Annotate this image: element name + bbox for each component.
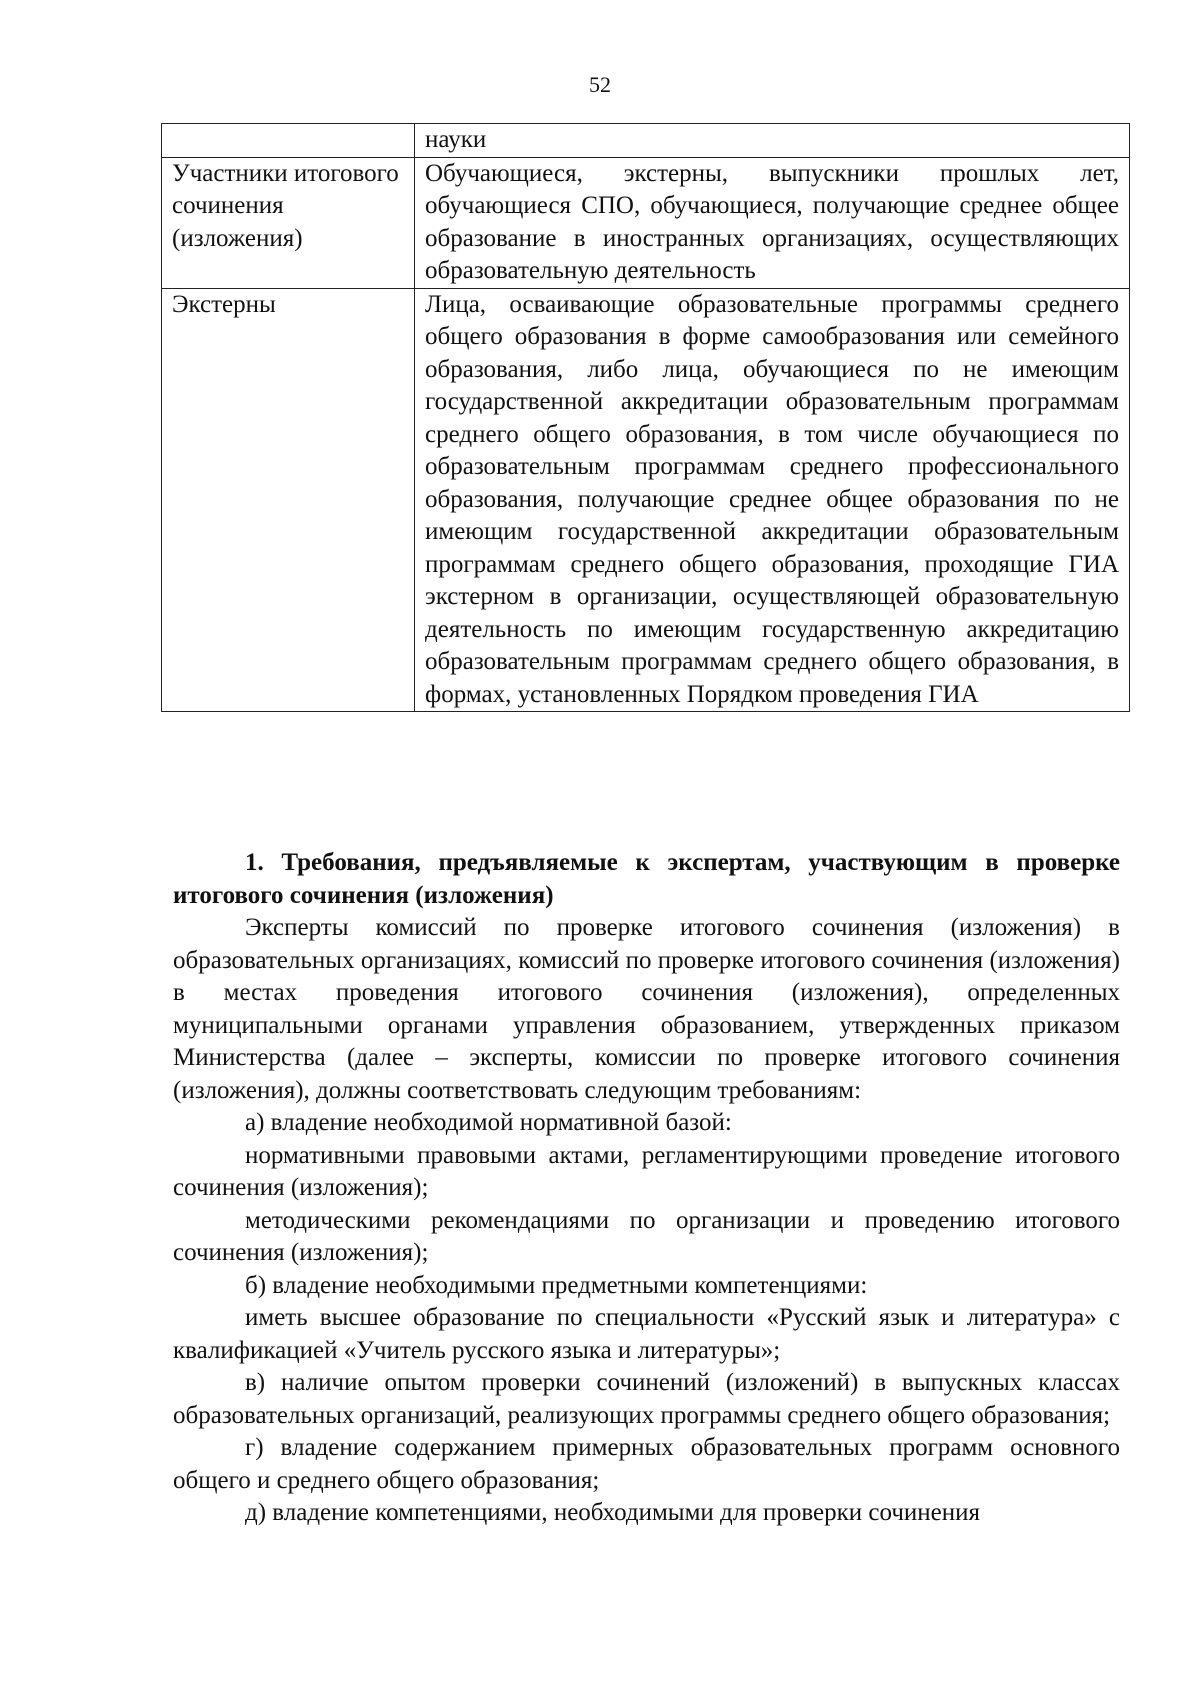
table-cell-term: Экстерны: [162, 288, 415, 712]
table-row: [162, 124, 1130, 158]
section-heading: 1. Требования, предъявляемые к экспертам, участвующим в проверке итогового сочинения (изложения): [173, 849, 1120, 909]
page-number: 52: [589, 72, 611, 97]
paragraph: иметь высшее образование по специальности «Русский язык и литература» с квалификацией «Учитель русского языка и литературы»;: [173, 1304, 1120, 1364]
section-body: [173, 847, 1120, 1530]
paragraph: Эксперты комиссий по проверке итогового сочинения (изложения) в образовательных организациях, комиссий по проверке итогового сочинения (изложения) в местах проведения итогового сочинения (изложения), определенных муниципальными органами управления образованием, утвержденных приказом Министерства (далее – эксперты, комиссии по проверке итогового сочинения (изложения), должны соответствовать следующим требованиям:: [173, 914, 1120, 1104]
paragraph: нормативными правовыми актами, регламентирующими проведение итогового сочинения (изложения);: [173, 1141, 1120, 1201]
table-cell-definition: Обучающиеся, экстерны, выпускники прошлых лет, обучающиеся СПО, обучающиеся, получающие среднее общее образование в иностранных организациях, осуществляющих образовательную деятельность: [415, 157, 1130, 288]
table-cell-term: Участники итогового сочинения (изложения): [162, 157, 415, 288]
table-cell-definition: науки: [415, 124, 1130, 158]
table-row: [162, 157, 1130, 288]
paragraph: методическими рекомендациями по организации и проведению итогового сочинения (изложения);: [173, 1206, 1120, 1266]
table-cell-definition: Лица, осваивающие образовательные программы среднего общего образования в форме самообразования или семейного образования, либо лица, обучающиеся по не имеющим государственной аккредитации образовательным программам среднего общего образования, в том числе обучающиеся по образовательным программам среднего профессионального образования, получающие среднее общее образования по не имеющим государственной аккредитации образовательным программам среднего общего образования, проходящие ГИА экстерном в организации, осуществляющей образовательную деятельность по имеющим государственную аккредитацию образовательным программам среднего общего образования, в формах, установленных Порядком проведения ГИА: [415, 288, 1130, 712]
table-cell-term: [162, 124, 415, 158]
paragraph: а) владение необходимой нормативной базой:: [245, 1109, 732, 1136]
paragraph: г) владение содержанием примерных образовательных программ основного общего и среднего общего образования;: [173, 1434, 1120, 1494]
definitions-table: [161, 123, 1130, 712]
paragraph: д) владение компетенциями, необходимыми для проверки сочинения: [245, 1499, 981, 1526]
paragraph: б) владение необходимыми предметными компетенциями:: [245, 1271, 868, 1299]
table-row: [162, 288, 1130, 712]
paragraph: в) наличие опытом проверки сочинений (изложений) в выпускных классах образовательных организаций, реализующих программы среднего общего образования;: [173, 1369, 1120, 1429]
